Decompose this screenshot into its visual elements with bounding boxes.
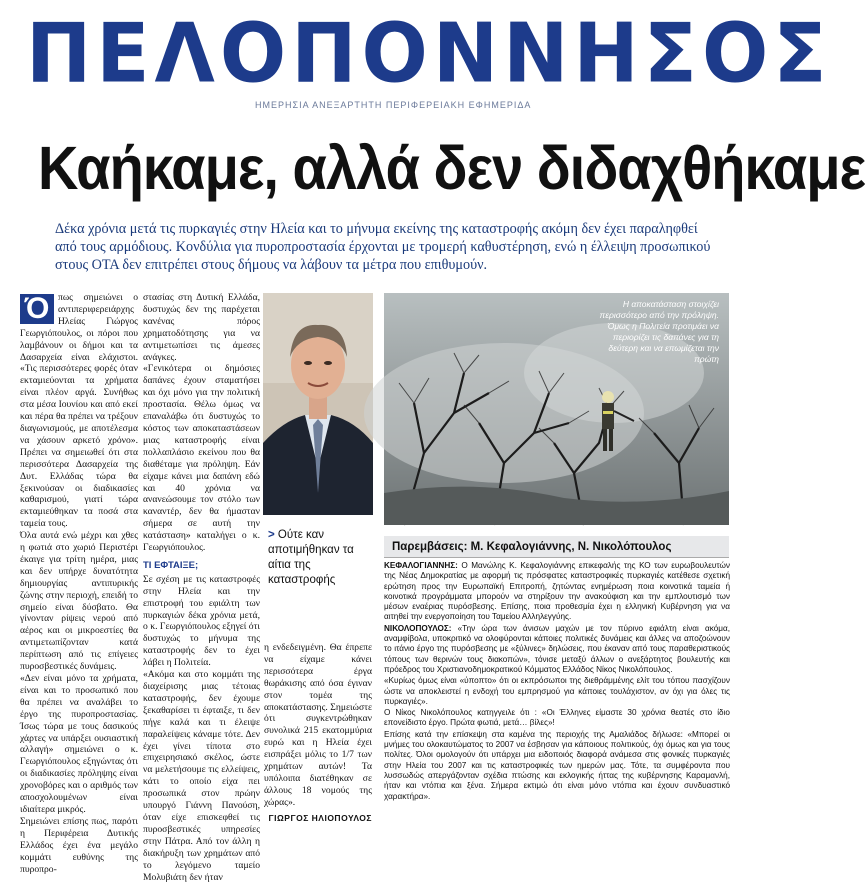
article-subhead: ΤΙ ΕΦΤΑΙΞΕ; [143, 559, 199, 571]
sidebar-paragraph: Επίσης κατά την επίσκεψη στα καμένα της περιοχής της Αμαλιάδος δήλωσε: «Μπορεί οι μνήμες του ολοκαυτώματος το 2007 να έσβησαν για κάποιους πολιτικούς, όχι όμως και για τους πολίτες. Όλοι ομολογούν ότι υπάρχει μια ειδοποιός διαφορά ανάμεσα στις φονικές πυρκαγιές στην Ηλεία του 2007 και τις καταστροφικές των ημερών μας. Τότε, τα συμφέροντα που λυσσωδώς απεργάζονταν σχέδια πτώσης και εκλογικής ήττας της κυβέρνησης Καραμανλή, ήταν και ντόπια και ξένα. Σήμερα εκτιμώ ότι είναι μόνο ντόπια και έχουν συνδυαστικό χαρακτήρα». [384, 729, 730, 801]
dropcap: Ό [20, 294, 54, 324]
sidebar-paragraph [384, 624, 730, 675]
sidebar-body [384, 561, 730, 801]
headline: Καήκαμε, αλλά δεν διδαχθήκαμε [38, 132, 865, 203]
article-paragraph: «Γενικότερα οι δημόσιες δαπάνες έχουν σταματήσει και όχι μόνο για την πολιτική προστασία. Θέλω όμως να επαναλάβω ότι δυστυχώς το κόστος των αποκαταστάσεων μιας καταστροφής είναι πολλαπλάσιο εκείνου που θα διαθέταμε για πρόληψη. Εάν είχαμε κάνει μια δαπάνη εδώ και 40 χρόνια να ανανεώσουμε τον στόλο των καναντέρ, δεν θα ήμασταν σήμερα σε αυτή την κατάσταση» καταλήγει ο κ. Γεωργιόπουλος. [143, 363, 260, 554]
sidebar-paragraph [384, 561, 730, 623]
article-paragraph: «Δεν είναι μόνο τα χρήματα, είναι και το προσωπικό που θα πρέπει να αναλάβει το έργο της πυροπροστασίας. Ίσως τώρα με τους δασικούς χάρτες να υπάρξει ουσιαστική αλλαγή» σημειώνει ο κ. Γεωργιόπουλος εξηγώντας ότι οι διαδικασίες πρόληψης είναι χρονοβόρες και ο αριθμός των αποσχολουμένων είναι ιδιαίτερα μικρός. [20, 673, 138, 815]
article-paragraph: στασίας στη Δυτική Ελλάδα, δυστυχώς δεν της παρέχεται κανένας πόρος χρηματοδότησης για να αντιμετωπίσει τις άμεσες ανάγκες. [143, 292, 260, 363]
article-column-3 [264, 642, 372, 823]
sidebar-paragraph: «Κυρίως όμως είναι «ύποπτο» ότι οι εκπρόσωποι της διεθράμμένης ελίτ του τόπου πασχίζουν ώστε να αποκλειστεί η ενδοχή του εμπρησμού για κάποιες τουλάχιστον, αν όχι για όλες τις πυρκαγιές». [384, 676, 730, 706]
lead-paragraph: Δέκα χρόνια μετά τις πυρκαγιές στην Ηλεία και το μήνυμα εκείνης της καταστροφής ακόμη δεν έχει παραληφθεί από τους αρμόδιους. Κονδύλια για πυροπροστασία έρχονται με τρομερή καθυστέρηση, ενώ η έλλειψη προσωπικού στους ΟΤΑ δεν επιτρέπει στους δήμους να λάβουν τα μέτρα που επιθυμούν. [55, 221, 711, 273]
pull-quote [268, 528, 378, 588]
masthead-subtitle: ΗΜΕΡΗΣΙΑ ΑΝΕΞΑΡΤΗΤΗ ΠΕΡΙΦΕΡΕΙΑΚΗ ΕΦΗΜΕΡΙΔΑ [255, 100, 532, 110]
author-byline: ΓΙΩΡΓΟΣ ΗΛΙΟΠΟΥΛΟΣ [268, 812, 372, 823]
article-paragraph: «Ακόμα και στο κομμάτι της διαχείρισης μιας τέτοιας καταστροφής, δεν έχουμε ξεκαθαρίσει τι έφταιξε, τι δεν πήγε καλά και τι έλειψε παραλείψεις κάναμε τότε. Δεν έχει γίνει τίποτα στο επιχειρησιακό σκέλος, ώστε να μελετήσουμε τις ελλείψεις, κάτι το οποίο είχα πει προσωπικά στον πρώην υπουργό Γιάννη Πανούση, όταν είχε επισκεφθεί τις πυροσβεστικές υπηρεσίες στην Πάτρα. Από τον άλλη η διακήρυξη των χρημάτων από το λεγόμενο ταμείο Μολυβιάτη δεν ήταν [143, 669, 260, 883]
sidebar-name: ΝΙΚΟΛΟΠΟΥΛΟΣ: [384, 623, 452, 633]
article-column-2 [143, 292, 260, 883]
sidebar-title: Παρεμβάσεις: Μ. Κεφαλογιάννης, Ν. Νικολόπουλος [384, 536, 729, 558]
photo-caption: Η αποκατάσταση στοιχίζει περισσότερο από την πρόληψη. Όμως η Πολιτεία προτιμάει να περιορίζει τις δαπάνες για τη δεύτερη και να επωμίζεται την πρώτη [599, 299, 719, 364]
sidebar-name: ΚΕΦΑΛΟΓΙΑΝΝΗΣ: [384, 561, 458, 570]
sidebar-text: Ο Μανώλης Κ. Κεφαλογιάννης επικεφαλής της ΚΟ των ευρωβουλευτών της Νέας Δημοκρατίας με αφορμή τις πρόσφατες καταστροφικές πυρκαγιές κατέθεσε σχετική ερώτηση προς την Ευρωπαϊκή Επιτροπή, ζητώντας ενημέρωση ποια κοινοτικά ταμεία ή κοινοτικά προγράμματα μπορούν να στηρίξουν την ανακούφιση και την εμπλουτισμό των μέσων εναέριας πυρόσβεσης. Επίσης, ποια προθεσμία έχει η ελληνική Κυβέρνηση για να αιτηθεί την ενεργοποίηση του Ταμείου Αλληλεγγύης. [384, 561, 730, 622]
chevron-right-icon: > [268, 529, 275, 541]
portrait-photo [263, 293, 373, 515]
article-column-1 [20, 292, 138, 875]
article-paragraph: Σε σχέση με τις καταστροφές στην Ηλεία και την επιστροφή του εφιάλτη των πυρκαγιών δέκα χρόνια μετά, ο κ. Γεωργιόπουλος εξηγεί ότι δυστυχώς το μήνυμα της καταστροφής δεν το έχει λάβει η Πολιτεία. [143, 573, 260, 669]
article-paragraph: πως σημειώνει ο αντιπεριφερειάρχης Ηλείας Γιώργος Γεωργιόπουλος, οι πόροι που λαμβάνουν οι δήμοι και τα Δασαρχεία είναι ελάχιστοι. «Τις περισσότερες φορές όταν εκταμιεύονται τα χρήματα είναι πλέον αργά. Συνήθως στα μέσα Ιουνίου και από εκεί και πέρα θα πρέπει να τρέξουν διαγωνισμούς, με αποτέλεσμα να χάσουν αρκετό χρόνο». Πρέπει να σημειωθεί ότι στα περισσότερα Δασαρχεία της Δυτ. Ελλάδας τώρα θα ξεκινούσαν οι διαδικασίες καθαρισμού, γιατί τώρα εκταμιεύθηκαν τα ποσά στα ταμεία τους. [20, 292, 138, 530]
masthead [20, 6, 832, 114]
masthead-title: ΠΕΛΟΠΟΝΝΗΣΟΣ [26, 6, 832, 102]
sidebar-paragraph: Ο Νίκος Νικολόπουλος κατηγγειλε ότι : «Οι Έλληνες είμαστε 30 χρόνια θεατές στο ίδιο επονείδιστο έργο. Πρώτα φωτιά, μετά… βίλες»! [384, 708, 730, 728]
pull-quote-text: Ούτε καν αποτιμήθηκαν τα αίτια της καταστροφής [268, 529, 354, 586]
article-paragraph: Σημειώνει επίσης πως, παρότι η Περιφέρεια Δυτικής Ελλάδος έχει ένα μεγάλο κομμάτι ευθύνης της πυροπρο- [20, 815, 138, 875]
portrait-illustration [263, 293, 373, 515]
article-paragraph: η ενδεδειγμένη. Θα έπρεπε να είχαμε κάνει περισσότερα έργα θωράκισης από όσα έγιναν στον τομέα της αποκατάστασης. Σημειώστε ότι συγκεντρώθηκαν συνολικά 215 εκατομμύρια ευρώ και η Ηλεία έχει εισπράξει μόλις το 1/7 των χρημάτων αυτών! Τα υπόλοιπα διατέθηκαν σε άλλους 18 νομούς της χώρας». [264, 642, 372, 808]
article-paragraph: Όλα αυτά ενώ μέχρι και χθες η φωτιά στο χωριό Περιστέρι έκαιγε για τρίτη ημέρα, μιας και δεν υπήρχε δυνατότητα δημιουργίας αντιπυρικής ζώνης στην περιοχή, επειδή το σημείο είναι δύσβατο. Θα γίνονταν ρίψεις νερού από αέρος και οι μικροεστίες θα αντιμετωπίζονταν κατά περίπτωση από τις επίγειες πυροσβεστικές δυνάμεις. [20, 530, 138, 673]
sidebar-text: «Την ώρα των άνισων μαχών με τον πύρινο εφιάλτη είναι ακόμα, αναμφίβολα, υποκριτικό να ολοφύρονται κάποιες πολιτικές δυνάμεις και άλλες να αποζοώνουν το ιτάνιο έργο της πυρόσβεσης με «ξύλινες» δηλώσεις, που έκαναν από τους παραθεριστικούς τόπους των θερινών τους διακοπών», τόνισε μεταξύ άλλων ο ανεξάρτητος βουλευτής και πρόεδρος του Χριστιανοδημοκρατικού Κόμματος Ελλάδος Νίκος Νικολόπουλος. [384, 623, 730, 674]
fire-photo [384, 293, 729, 525]
